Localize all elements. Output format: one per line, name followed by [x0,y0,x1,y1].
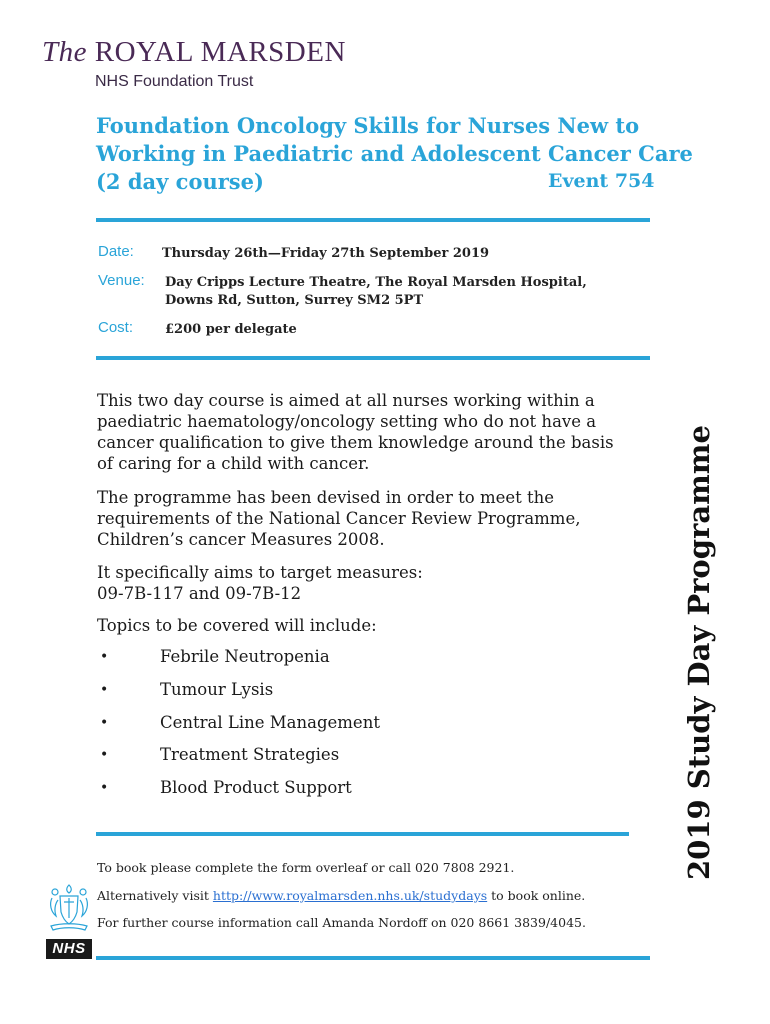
divider [96,356,650,360]
study-days-link[interactable]: http://www.royalmarsden.nhs.uk/studydays [212,888,488,903]
event-number: Event 754 [548,170,655,192]
booking-online-suffix: to book online. [487,888,586,903]
logo-name: ROYAL MARSDEN [94,36,346,68]
venue-line-1 [165,274,587,292]
venue-label: Venue: [98,272,145,289]
booking-info: To book please complete the form overleaf or call 020 7808 2921. [97,860,515,875]
booking-online [97,888,585,903]
list-item [100,744,600,777]
course-title: Foundation Oncology Skills for Nurses New to Working in Paediatric and Adolescent Cancer Care (2 day course) [96,113,693,194]
logo-trust: NHS Foundation Trust [95,73,254,90]
measures-line-1: It specifically aims to target measures: [97,563,423,582]
logo-the: The [42,36,87,68]
date-label: Date: [98,243,134,260]
royal-marsden-logo [42,36,346,69]
crest-icon [46,882,92,932]
list-item [100,712,600,745]
list-item [100,777,600,810]
divider [96,956,650,960]
topics-list [100,646,600,810]
bullet-icon: • [100,649,109,665]
measures-line-2: 09-7B-117 and 09-7B-12 [97,584,302,603]
bullet-icon: • [100,714,109,731]
date-value: Thursday 26th—Friday 27th September 2019 [162,246,490,261]
course-contact: For further course information call Amanda Nordoff on 020 8661 3839/4045. [97,915,586,930]
topics-intro: Topics to be covered will include: [97,616,377,635]
topic-label: Tumour Lysis [160,679,274,699]
venue-line-2: Downs Rd, Sutton, Surrey SM2 5PT [165,293,424,308]
intro-paragraph: This two day course is aimed at all nurses working within a paediatric haematology/oncology setting who do not have a cancer qualification to give them knowledge around the basis of caring for a child with cancer. [97,391,614,473]
topic-label: Central Line Management [160,712,380,732]
programme-paragraph: The programme has been devised in order to meet the requirements of the National Cancer Review Programme, Children’s cancer Measures 2008. [97,488,581,549]
topic-label: Febrile Neutropenia [160,647,330,666]
bullet-icon: • [100,747,109,764]
divider [96,218,650,222]
cost-label: Cost: [98,319,134,336]
bullet-icon: • [100,780,109,797]
topic-label: Blood Product Support [160,778,352,798]
venue-name: Day Cripps Lecture Theatre, [165,275,371,290]
nhs-logo: NHS [46,939,92,959]
venue-hospital: The Royal Marsden Hospital, [370,275,587,290]
cost-value: £200 per delegate [165,322,297,337]
divider [96,832,629,836]
bullet-icon: • [100,681,109,698]
booking-online-prefix: Alternatively visit [97,888,213,903]
list-item [100,679,600,712]
side-title: 2019 Study Day Programme [682,425,716,880]
topic-label: Treatment Strategies [160,745,340,765]
list-item [100,646,600,679]
